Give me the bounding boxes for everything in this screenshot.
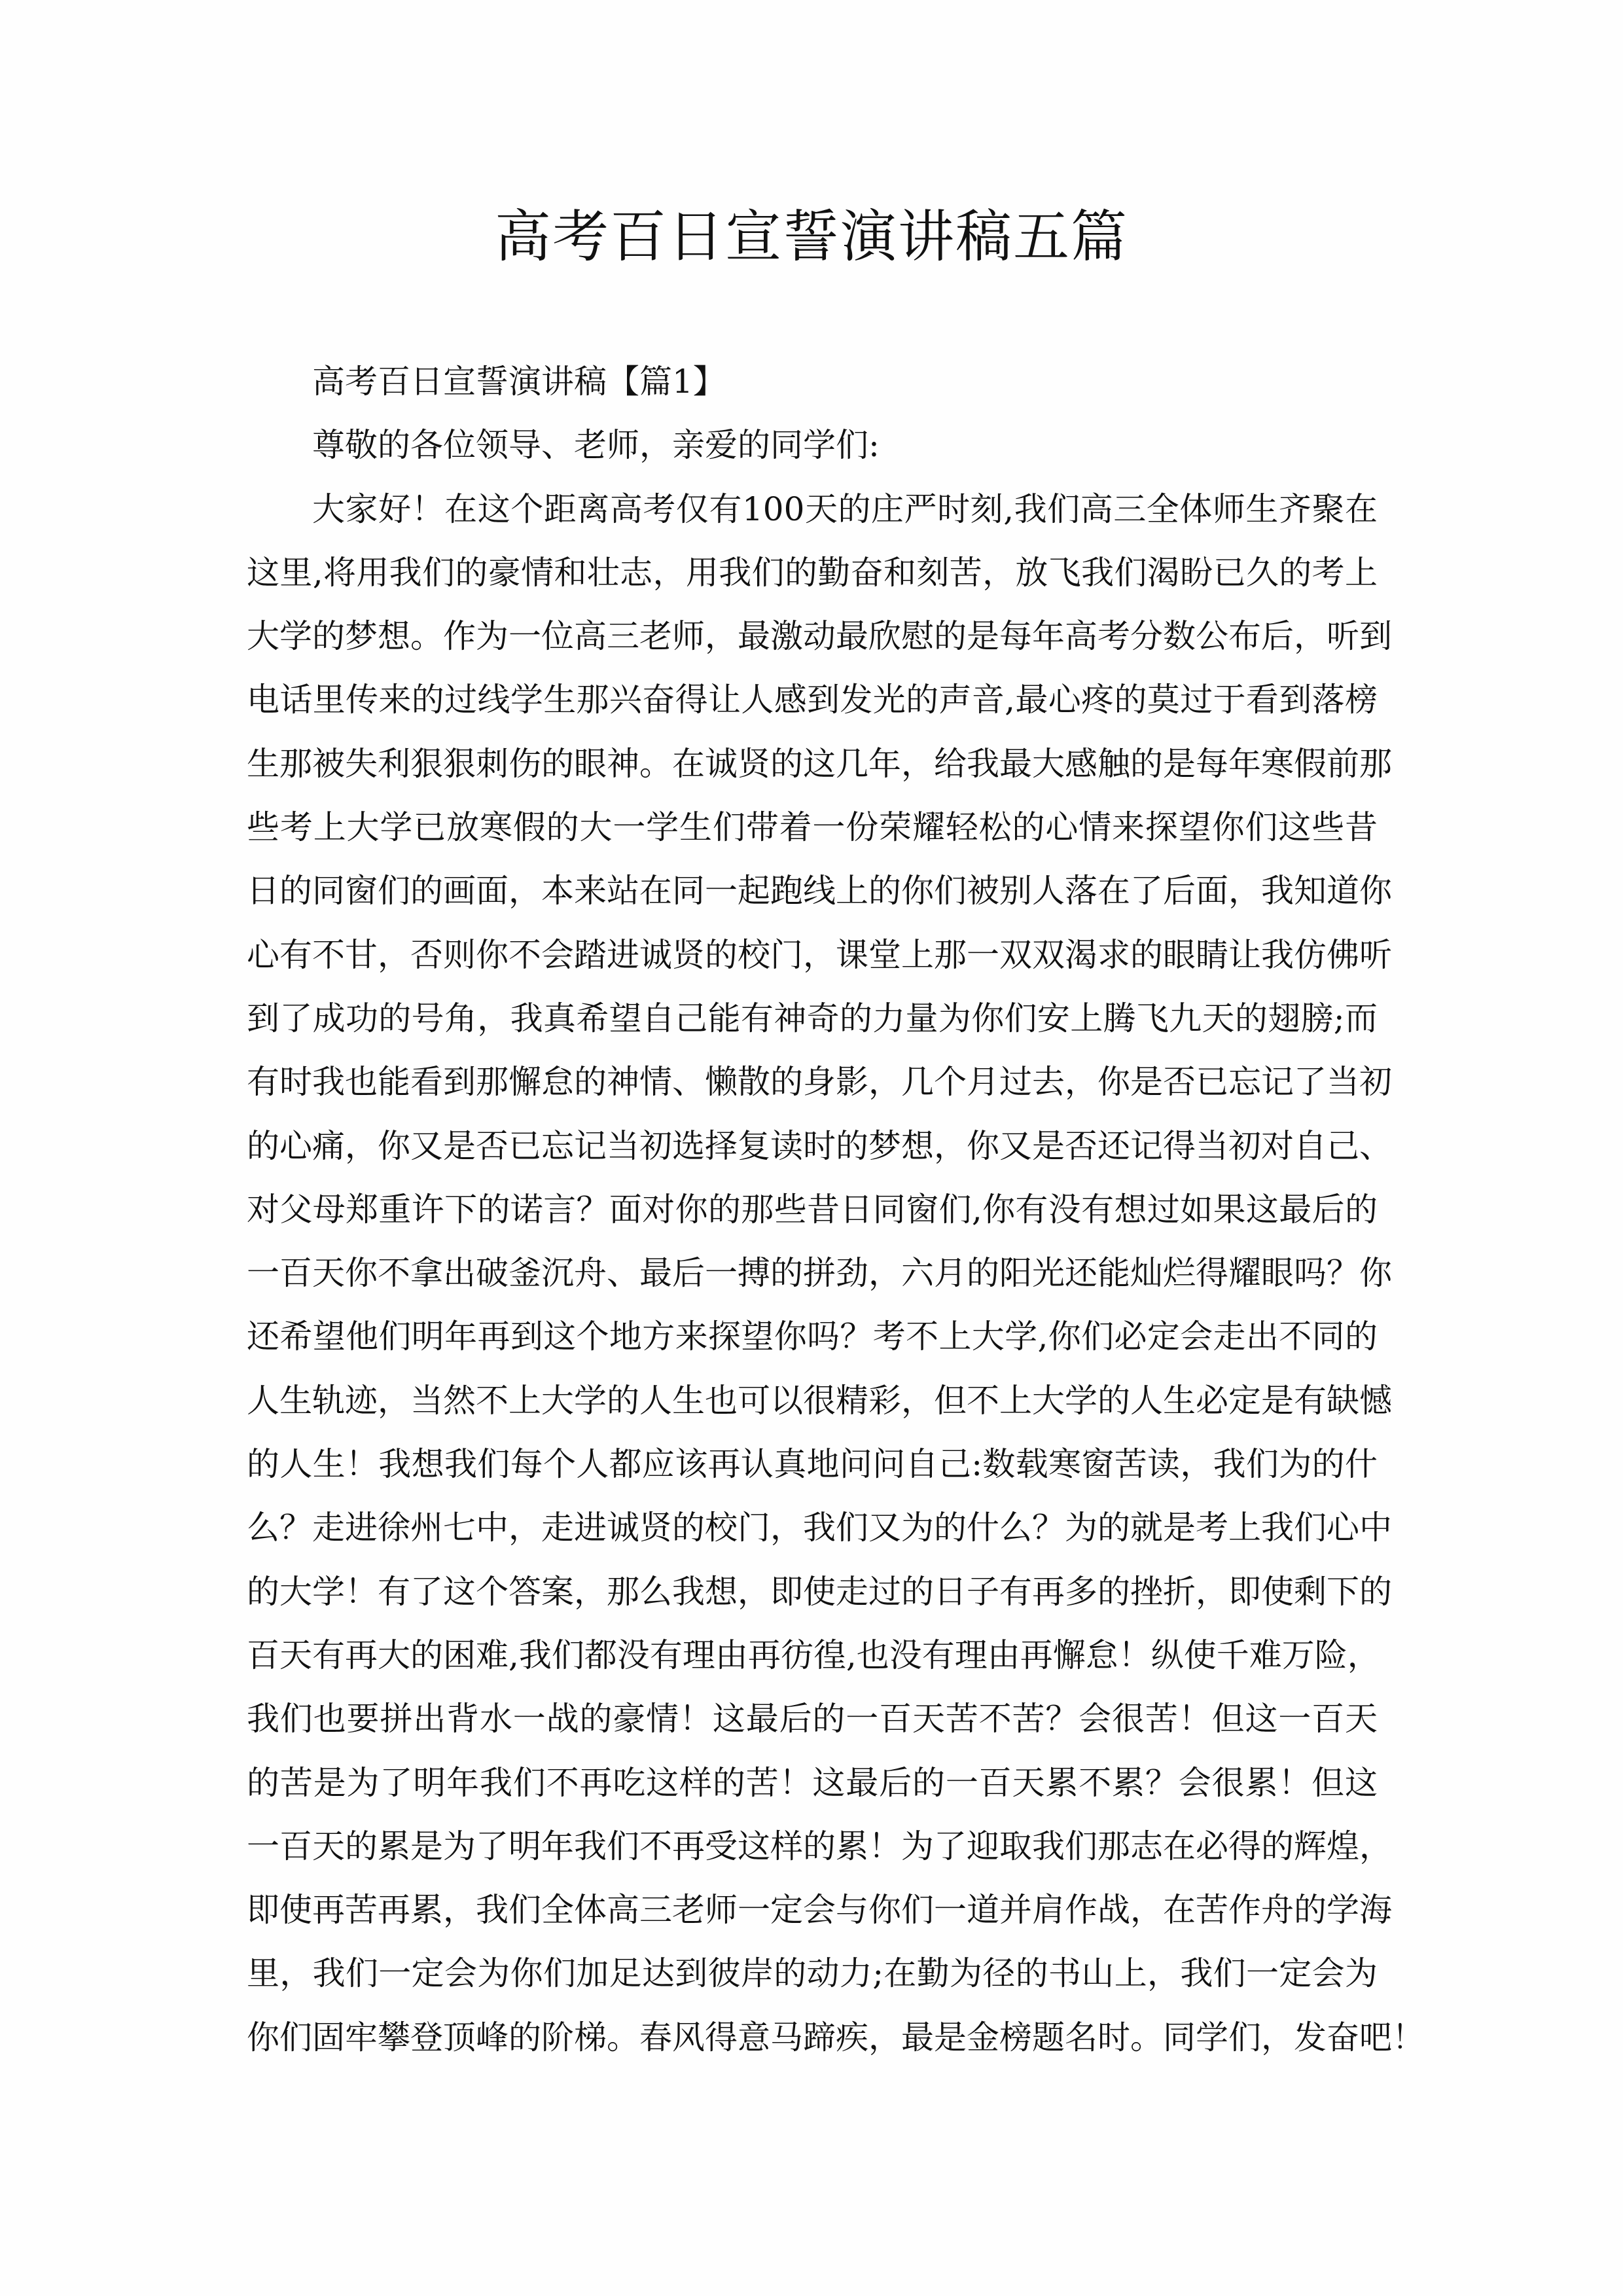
paragraph-line: 么？走进徐州七中，走进诚贤的校门，我们又为的什么？为的就是考上我们心中 [247, 1509, 1392, 1547]
paragraph-line: 我们也要拼出背水一战的豪情！这最后的一百天苦不苦？会很苦！但这一百天 [247, 1700, 1378, 1738]
paragraph-line: 一百天的累是为了明年我们不再受这样的累！为了迎取我们那志在必得的辉煌， [247, 1827, 1392, 1865]
document-title: 高考百日宣誓演讲稿五篇 [495, 204, 1128, 270]
paragraph-line: 里，我们一定会为你们加足达到彼岸的动力;在勤为径的书山上，我们一定会为 [247, 1954, 1378, 1993]
paragraph-line: 的大学！有了这个答案，那么我想，即使走过的日子有再多的挫折，即使剩下的 [247, 1572, 1392, 1611]
paragraph-line: 大学的梦想。作为一位高三老师，最激动最欣慰的是每年高考分数公布后，听到 [247, 617, 1392, 656]
paragraph-line: 对父母郑重许下的诺言？面对你的那些昔日同窗们,你有没有想过如果这最后的 [247, 1190, 1378, 1229]
paragraph-line: 大家好！在这个距离高考仅有100天的庄严时刻,我们高三全体师生齐聚在 [312, 490, 1378, 528]
paragraph-line: 的人生！我想我们每个人都应该再认真地问问自己:数载寒窗苦读，我们为的什 [247, 1445, 1378, 1484]
paragraph-line: 这里,将用我们的豪情和壮志，用我们的勤奋和刻苦，放飞我们渴盼已久的考上 [247, 553, 1378, 592]
paragraph-line: 日的同窗们的画面，本来站在同一起跑线上的你们被别人落在了后面，我知道你 [247, 872, 1392, 910]
paragraph-line: 心有不甘，否则你不会踏进诚贤的校门，课堂上那一双双渴求的眼睛让我仿佛听 [247, 935, 1392, 974]
paragraph-line: 一百天你不拿出破釜沉舟、最后一搏的拼劲，六月的阳光还能灿烂得耀眼吗？你 [247, 1254, 1392, 1293]
paragraph-line: 人生轨迹，当然不上大学的人生也可以很精彩，但不上大学的人生必定是有缺憾 [247, 1381, 1392, 1420]
paragraph-line: 到了成功的号角，我真希望自己能有神奇的力量为你们安上腾飞九天的翅膀;而 [247, 999, 1378, 1037]
paragraph-line: 些考上大学已放寒假的大一学生们带着一份荣耀轻松的心情来探望你们这些昔 [247, 808, 1378, 847]
paragraph-line: 还希望他们明年再到这个地方来探望你吗？考不上大学,你们必定会走出不同的 [247, 1318, 1378, 1356]
document-body [247, 350, 1425, 2070]
salutation: 尊敬的各位领导、老师，亲爱的同学们: [312, 426, 880, 465]
paragraph-line: 的苦是为了明年我们不再吃这样的苦！这最后的一百天累不累？会很累！但这 [247, 1763, 1378, 1802]
paragraph-line: 有时我也能看到那懈怠的神情、懒散的身影，几个月过去，你是否已忘记了当初 [247, 1063, 1392, 1102]
section-heading: 高考百日宣誓演讲稿【篇1】 [312, 363, 726, 401]
paragraph-line: 生那被失利狠狠刺伤的眼神。在诚贤的这几年，给我最大感触的是每年寒假前那 [247, 744, 1392, 783]
speech-paragraph [247, 478, 1425, 2070]
paragraph-line: 你们固牢攀登顶峰的阶梯。春风得意马蹄疾，最是金榜题名时。同学们，发奋吧！ [247, 2018, 1425, 2056]
paragraph-line: 的心痛，你又是否已忘记当初选择复读时的梦想，你又是否还记得当初对自己、 [247, 1126, 1392, 1165]
paragraph-line: 百天有再大的困难,我们都没有理由再彷徨,也没有理由再懈怠！纵使千难万险， [247, 1636, 1380, 1674]
paragraph-line: 即使再苦再累，我们全体高三老师一定会与你们一道并肩作战，在苦作舟的学海 [247, 1891, 1392, 1929]
paragraph-line: 电话里传来的过线学生那兴奋得让人感到发光的声音,最心疼的莫过于看到落榜 [247, 681, 1378, 719]
